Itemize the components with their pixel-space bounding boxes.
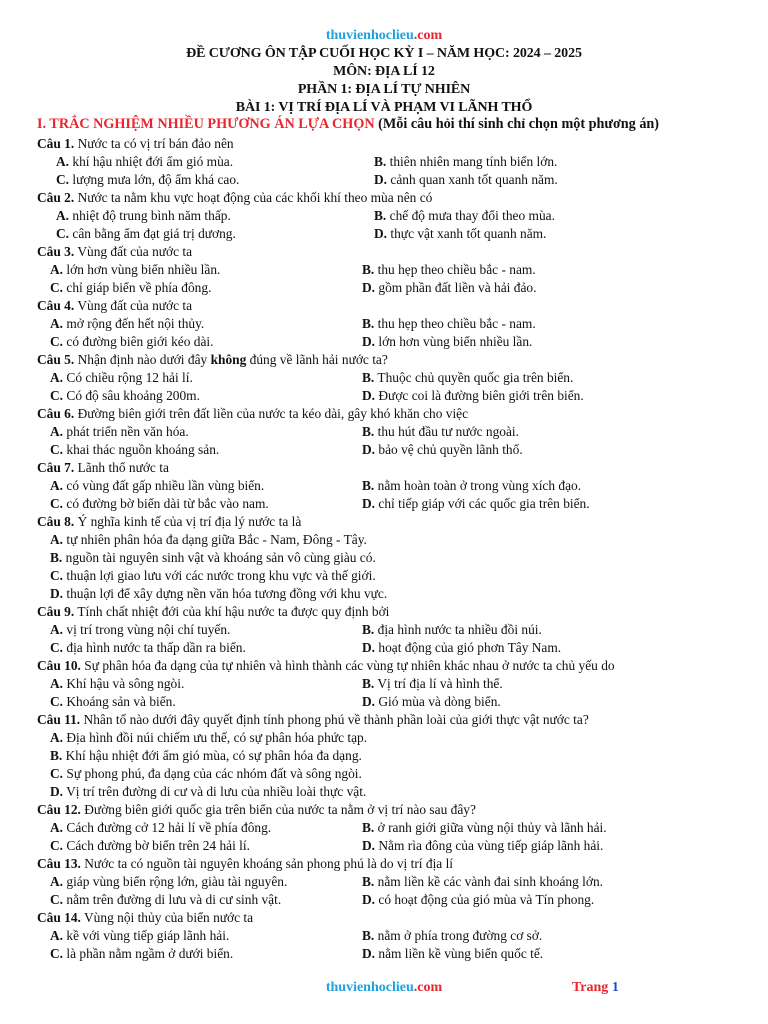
option-text: lượng mưa lớn, độ ẩm khá cao. [72, 172, 240, 187]
option-text: vị trí trong vùng nội chí tuyến. [66, 622, 231, 637]
option[interactable] [56, 153, 233, 171]
option-text: nằm liền kề vùng biển quốc tế. [378, 946, 544, 961]
option[interactable] [362, 621, 542, 639]
option-text: Khoáng sản và biển. [66, 694, 176, 709]
option-text: thiên nhiên mang tính biển lớn. [389, 154, 558, 169]
option[interactable] [50, 747, 362, 765]
question-text: Nước ta nằm khu vực hoạt động của các khối khí theo mùa nên có [77, 190, 433, 205]
option-text: giáp vùng biển rộng lớn, giàu tài nguyên. [66, 874, 288, 889]
option-label: A. [50, 874, 64, 889]
document-title: ĐỀ CƯƠNG ÔN TẬP CUỐI HỌC KỲ I – NĂM HỌC: 2024 – 2025 [186, 46, 582, 61]
option-text: có đường biên giới kéo dài. [66, 334, 214, 349]
option-text: hoạt động của gió phơn Tây Nam. [378, 640, 562, 655]
option-label: A. [50, 316, 64, 331]
option-text: nguồn tài nguyên sinh vật và khoáng sản vô cùng giàu có. [65, 550, 376, 565]
option-text: thu hẹp theo chiều bắc - nam. [377, 262, 536, 277]
page-word: Trang [572, 980, 609, 995]
option-text: cân bằng ẩm đạt giá trị dương. [72, 226, 236, 241]
option[interactable] [362, 423, 519, 441]
question-text: đúng về lãnh hải nước ta? [249, 352, 388, 367]
option[interactable] [374, 153, 557, 171]
option-text: Cách đường bờ biển trên 24 hải lí. [66, 838, 250, 853]
option-label: A. [56, 208, 70, 223]
site-name: thuvienhoclieu [325, 28, 414, 43]
option[interactable] [50, 675, 184, 693]
option[interactable] [362, 315, 536, 333]
question-label: Câu 6. [37, 406, 75, 421]
option-text: Thuộc chủ quyền quốc gia trên biển. [377, 370, 574, 385]
option-label: B. [362, 676, 375, 691]
question-label: Câu 2. [37, 190, 75, 205]
option-text: Được coi là đường biên giới trên biển. [378, 388, 584, 403]
question-text: Tính chất nhiệt đới của khí hậu nước ta được quy định bởi [77, 604, 390, 619]
question-6 [37, 405, 468, 423]
option[interactable] [50, 369, 193, 387]
option-text: phát triển nền văn hóa. [66, 424, 189, 439]
option-label: C. [50, 946, 64, 961]
option-label: B. [362, 316, 375, 331]
option[interactable] [362, 261, 536, 279]
option-text: nằm trên đường di lưu và di cư sinh vật. [66, 892, 282, 907]
option[interactable] [50, 477, 264, 495]
question-4 [37, 297, 192, 315]
option-text: thuận lợi để xây dựng nền văn hóa tương đồng với khu vực. [66, 586, 388, 601]
option-label: B. [374, 154, 387, 169]
option-text: thu hút đầu tư nước ngoài. [377, 424, 519, 439]
option[interactable] [362, 369, 573, 387]
option-label: B. [362, 622, 375, 637]
question-1 [37, 135, 234, 153]
option-text: có hoạt động của gió mùa và Tín phong. [378, 892, 595, 907]
option-text: gồm phần đất liền và hải đảo. [378, 280, 537, 295]
question-text: Nhận định nào dưới đây [77, 352, 208, 367]
site-domain: .com [413, 28, 443, 43]
option[interactable] [50, 495, 269, 513]
option[interactable] [50, 783, 366, 801]
question-label: Câu 4. [37, 298, 75, 313]
option-text: Khí hậu và sông ngòi. [66, 676, 185, 691]
option-text: nằm ở phía trong đường cơ sở. [377, 928, 543, 943]
option[interactable] [50, 567, 376, 585]
question-text: Đường biên giới trên đất liền của nước ta kéo dài, gây khó khăn cho việc [77, 406, 469, 421]
question-text: Nước ta có nguồn tài nguyên khoáng sản phong phú là do vị trí địa lí [84, 856, 454, 871]
option-text: Vị trí trên đường di cư và di lưu của nhiều loài thực vật. [66, 784, 367, 799]
option-label: D. [374, 226, 388, 241]
question-13 [37, 855, 453, 873]
page-number: 1 [611, 980, 619, 995]
question-label: Câu 12. [37, 802, 81, 817]
option[interactable] [56, 225, 236, 243]
option-label: D. [362, 334, 376, 349]
question-11 [37, 711, 589, 729]
option-label: C. [50, 838, 64, 853]
option[interactable] [362, 279, 536, 297]
question-text: Ý nghĩa kinh tế của vị trí địa lý nước ta là [77, 514, 302, 529]
option-label: A. [50, 532, 64, 547]
option-label: A. [50, 622, 64, 637]
option-label: A. [50, 478, 64, 493]
question-text: Nước ta có vị trí bán đảo nên [77, 136, 234, 151]
option-label: D. [362, 640, 376, 655]
option-text: thuận lợi giao lưu với các nước trong khu vực và thế giới. [66, 568, 376, 583]
question-5 [37, 351, 388, 369]
option-label: C. [50, 640, 64, 655]
option-label: C. [56, 172, 70, 187]
option-label: B. [362, 262, 375, 277]
option-label: C. [50, 766, 64, 781]
question-14 [37, 909, 253, 927]
option-text: nhiệt độ trung bình năm thấp. [72, 208, 231, 223]
option[interactable] [50, 333, 214, 351]
page-indicator [572, 980, 619, 996]
question-8 [37, 513, 301, 531]
footer-site-name: thuvienhoclieu [325, 980, 414, 995]
option-text: Cách đường cở 12 hải lí về phía đông. [66, 820, 272, 835]
question-12 [37, 801, 476, 819]
question-2 [37, 189, 432, 207]
option-label: A. [50, 424, 64, 439]
option-text: chế độ mưa thay đổi theo mùa. [389, 208, 555, 223]
option-label: B. [362, 820, 375, 835]
question-9 [37, 603, 389, 621]
option-label: C. [50, 334, 64, 349]
question-text: Đường biên giới quốc gia trên biển của nước ta nằm ở vị trí nào sau đây? [84, 802, 476, 817]
footer-brand[interactable] [0, 980, 768, 996]
option[interactable] [362, 927, 542, 945]
option-label: C. [50, 280, 64, 295]
option-label: B. [362, 478, 375, 493]
option-text: chỉ giáp biển về phía đông. [66, 280, 212, 295]
option[interactable] [50, 945, 233, 963]
option-label: C. [50, 388, 64, 403]
question-text: Sự phân hóa đa dạng của tự nhiên và hình thành các vùng tự nhiên khác nhau ở nước ta chủ yếu do [84, 658, 615, 673]
option[interactable] [50, 585, 387, 603]
option-text: mở rộng đến hết nội thủy. [66, 316, 205, 331]
option[interactable] [50, 423, 189, 441]
option-text: khí hậu nhiệt đới ẩm gió mùa. [72, 154, 234, 169]
site-header-brand[interactable] [0, 28, 768, 44]
option[interactable] [362, 873, 603, 891]
question-keyword: không [210, 352, 247, 367]
option[interactable] [362, 837, 603, 855]
question-text: Vùng đất của nước ta [77, 298, 193, 313]
option-label: A. [50, 928, 64, 943]
option-text: thực vật xanh tốt quanh năm. [390, 226, 547, 241]
option-text: Vị trí địa lí và hình thể. [377, 676, 503, 691]
question-10 [37, 657, 615, 675]
option-label: C. [50, 694, 64, 709]
option-label: D. [374, 172, 388, 187]
option-text: Địa hình đồi núi chiếm ưu thế, có sự phân hóa phức tạp. [66, 730, 368, 745]
question-7 [37, 459, 169, 477]
option-text: cảnh quan xanh tốt quanh năm. [390, 172, 558, 187]
option-label: D. [362, 496, 376, 511]
option-label: D. [362, 280, 376, 295]
option-label: B. [362, 874, 375, 889]
option-text: Nằm rìa đông của vùng tiếp giáp lãnh hải. [378, 838, 604, 853]
option-text: chỉ tiếp giáp với các quốc gia trên biển. [378, 496, 590, 511]
option[interactable] [362, 675, 503, 693]
option[interactable] [50, 387, 200, 405]
subject-title: MÔN: ĐỊA LÍ 12 [333, 64, 435, 79]
option[interactable] [50, 549, 376, 567]
option[interactable] [362, 819, 607, 837]
option-label: C. [50, 496, 64, 511]
option[interactable] [50, 315, 204, 333]
question-text: Vùng đất của nước ta [77, 244, 193, 259]
option-text: Khí hậu nhiệt đới ẩm gió mùa, có sự phân hóa đa dạng. [65, 748, 362, 763]
question-text: Nhân tố nào dưới đây quyết định tính phong phú về thành phần loài của giới thực vật nước ta? [83, 712, 589, 727]
option-label: D. [50, 586, 64, 601]
option-text: tự nhiên phân hóa đa dạng giữa Bắc - Nam, Đông - Tây. [66, 532, 367, 547]
section-note: (Mỗi câu hỏi thí sinh chỉ chọn một phương án) [378, 116, 660, 132]
option-label: A. [50, 820, 64, 835]
question-3 [37, 243, 192, 261]
option-label: B. [362, 928, 375, 943]
option[interactable] [50, 729, 367, 747]
part-title: PHẦN 1: ĐỊA LÍ TỰ NHIÊN [297, 82, 471, 97]
option-label: D. [362, 694, 376, 709]
option-label: A. [56, 154, 70, 169]
option[interactable] [362, 639, 561, 657]
option[interactable] [50, 873, 287, 891]
option[interactable] [362, 891, 594, 909]
option[interactable] [362, 387, 584, 405]
option-label: D. [362, 442, 376, 457]
question-label: Câu 1. [37, 136, 75, 151]
option[interactable] [50, 441, 219, 459]
option-text: địa hình nước ta nhiều đồi núi. [377, 622, 542, 637]
option-label: A. [50, 676, 64, 691]
question-label: Câu 10. [37, 658, 81, 673]
question-label: Câu 13. [37, 856, 81, 871]
option[interactable] [50, 693, 176, 711]
option-label: C. [50, 568, 64, 583]
option[interactable] [374, 225, 546, 243]
question-label: Câu 3. [37, 244, 75, 259]
question-label: Câu 9. [37, 604, 75, 619]
option-text: Có chiều rộng 12 hải lí. [66, 370, 193, 385]
option[interactable] [50, 261, 220, 279]
option[interactable] [50, 279, 211, 297]
option-text: có vùng đất gấp nhiều lần vùng biển. [66, 478, 265, 493]
option-label: C. [56, 226, 70, 241]
option-label: D. [362, 892, 376, 907]
option[interactable] [362, 495, 590, 513]
option-text: lớn hơn vùng biển nhiều lần. [66, 262, 221, 277]
question-text: Vùng nội thủy của biển nước ta [84, 910, 254, 925]
option-text: lớn hơn vùng biển nhiều lần. [378, 334, 533, 349]
option-text: ở ranh giới giữa vùng nội thủy và lãnh hải. [377, 820, 607, 835]
option[interactable] [374, 207, 555, 225]
option[interactable] [56, 207, 231, 225]
option-text: nằm hoàn toàn ở trong vùng xích đạo. [377, 478, 582, 493]
option-label: A. [50, 262, 64, 277]
option[interactable] [362, 333, 532, 351]
option[interactable] [362, 945, 543, 963]
option[interactable] [374, 171, 558, 189]
option-label: B. [50, 550, 63, 565]
question-label: Câu 11. [37, 712, 81, 727]
option[interactable] [50, 639, 246, 657]
option-text: Có độ sâu khoảng 200m. [66, 388, 200, 403]
option-text: kề với vùng tiếp giáp lãnh hải. [66, 928, 230, 943]
option-text: là phần nằm ngầm ở dưới biển. [66, 946, 234, 961]
option[interactable] [50, 621, 230, 639]
question-label: Câu 5. [37, 352, 75, 367]
option-text: có đường bờ biển dài từ bắc vào nam. [66, 496, 269, 511]
question-label: Câu 7. [37, 460, 75, 475]
question-label: Câu 14. [37, 910, 81, 925]
option[interactable] [362, 477, 581, 495]
option-label: C. [50, 442, 64, 457]
option[interactable] [362, 693, 501, 711]
question-text: Lãnh thổ nước ta [77, 460, 169, 475]
option[interactable] [50, 765, 362, 783]
option[interactable] [50, 531, 367, 549]
option-label: B. [374, 208, 387, 223]
option-text: khai thác nguồn khoáng sản. [66, 442, 220, 457]
option-label: B. [362, 424, 375, 439]
option-label: B. [50, 748, 63, 763]
option[interactable] [50, 927, 229, 945]
option[interactable] [50, 891, 281, 909]
option[interactable] [362, 441, 523, 459]
option-text: thu hẹp theo chiều bắc - nam. [377, 316, 536, 331]
option-label: A. [50, 730, 64, 745]
footer-site-domain: .com [413, 980, 443, 995]
option[interactable] [50, 837, 250, 855]
option-label: D. [362, 946, 376, 961]
option-text: địa hình nước ta thấp dần ra biển. [66, 640, 246, 655]
option-text: Sự phong phú, đa dạng của các nhóm đất và sông ngòi. [66, 766, 362, 781]
section-heading [37, 116, 659, 133]
option-label: D. [362, 388, 376, 403]
option-text: bảo vệ chủ quyền lãnh thổ. [378, 442, 523, 457]
option-label: D. [362, 838, 376, 853]
question-label: Câu 8. [37, 514, 75, 529]
option-label: C. [50, 892, 64, 907]
option-label: A. [50, 370, 64, 385]
option-text: nằm liền kề các vành đai sinh khoáng lớn. [377, 874, 603, 889]
option[interactable] [56, 171, 239, 189]
option-text: Gió mùa và dòng biển. [378, 694, 501, 709]
option-label: B. [362, 370, 375, 385]
section-title: I. TRẮC NGHIỆM NHIỀU PHƯƠNG ÁN LỰA CHỌN [37, 116, 375, 132]
option[interactable] [50, 819, 271, 837]
page-footer [0, 980, 768, 1000]
option-label: D. [50, 784, 64, 799]
lesson-title: BÀI 1: VỊ TRÍ ĐỊA LÍ VÀ PHẠM VI LÃNH THỔ [235, 100, 533, 115]
